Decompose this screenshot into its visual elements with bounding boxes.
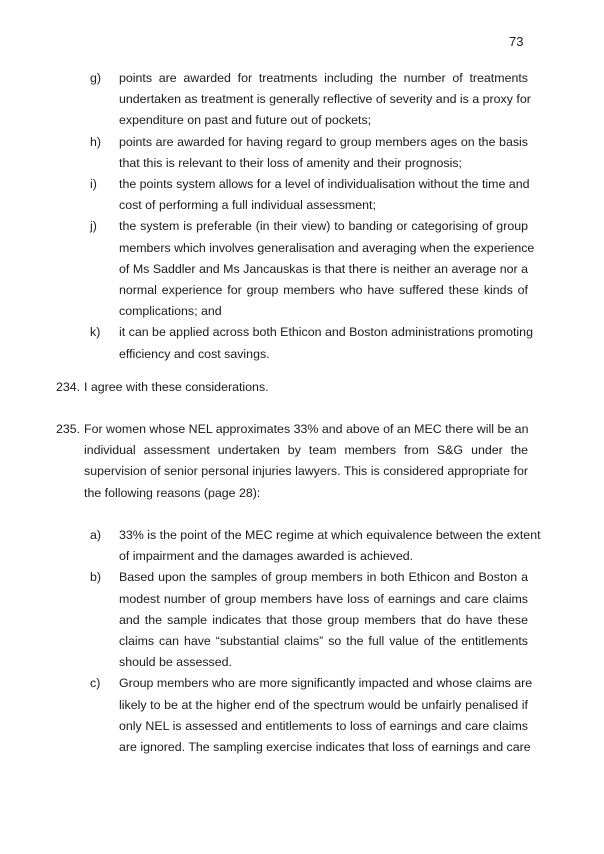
list-item-marker: h) <box>90 134 102 149</box>
list-item-marker: i) <box>90 177 97 191</box>
list-item-line: complications; and <box>119 304 222 319</box>
page-number: 73 <box>509 34 524 49</box>
list-item-line: are ignored. The sampling exercise indicates that loss of earnings and care <box>119 740 531 754</box>
list-item-line: should be assessed. <box>119 655 232 670</box>
list-item-line: Based upon the samples of group members in both Ethicon and Boston a <box>119 570 528 585</box>
paragraph-line: supervision of senior personal injuries lawyers. This is considered appropriate for <box>84 464 528 479</box>
list-item-marker: b) <box>90 570 102 585</box>
list-item-line: it can be applied across both Ethicon and Boston administrations promoting <box>119 325 533 340</box>
list-item-line: and the sample indicates that those group members that do have these <box>119 612 528 627</box>
list-item-line: Group members who are more significantly impacted and whose claims are <box>119 676 533 691</box>
list-item-line: normal experience for group members who have suffered these kinds of <box>119 283 528 297</box>
paragraph-line: individual assessment undertaken by team members from S&G under the <box>84 443 528 458</box>
list-item-line: undertaken as treatment is generally reflective of severity and is a proxy for <box>119 92 531 107</box>
list-item-line: the points system allows for a level of individualisation without the time and <box>119 177 530 191</box>
list-item-line: of Ms Saddler and Ms Jancauskas is that there is neither an average nor a <box>119 261 528 276</box>
list-item-marker: c) <box>90 676 101 691</box>
list-item-marker: j) <box>90 219 97 234</box>
list-item-line: expenditure on past and future out of pockets; <box>119 113 372 128</box>
paragraph-line: the following reasons (page 28): <box>84 485 261 500</box>
list-item-line: the system is preferable (in their view) to banding or categorising of group <box>119 219 528 234</box>
list-item-marker: g) <box>90 71 102 85</box>
list-item-line: cost of performing a full individual assessment; <box>119 198 376 213</box>
list-item-line: members which involves generalisation and averaging when the experience <box>119 240 535 255</box>
list-item-line: 33% is the point of the MEC regime at which equivalence between the extent <box>119 528 541 542</box>
list-item-line: only NEL is assessed and entitlements to loss of earnings and care claims <box>119 718 528 733</box>
list-item-marker: a) <box>90 528 102 542</box>
list-item-marker: k) <box>90 325 101 340</box>
paragraph-number: 235. <box>56 422 81 436</box>
list-item-line: modest number of group members have loss of earnings and care claims <box>119 591 528 606</box>
list-item-line: efficiency and cost savings. <box>119 346 270 361</box>
list-item-line: that this is relevant to their loss of amenity and their prognosis; <box>119 155 462 170</box>
list-item-line: points are awarded for treatments including the number of treatments <box>119 71 528 85</box>
list-item-line: of impairment and the damages awarded is achieved. <box>119 549 414 564</box>
list-item-line: claims can have “substantial claims” so the full value of the entitlements <box>119 634 528 648</box>
paragraph-number: 234. <box>56 380 81 394</box>
list-item-line: likely to be at the higher end of the spectrum would be unfairly penalised if <box>119 697 528 712</box>
paragraph-text: I agree with these considerations. <box>84 380 269 394</box>
list-item-line: points are awarded for having regard to group members ages on the basis <box>119 134 528 149</box>
paragraph-line: For women whose NEL approximates 33% and above of an MEC there will be an <box>84 422 529 436</box>
